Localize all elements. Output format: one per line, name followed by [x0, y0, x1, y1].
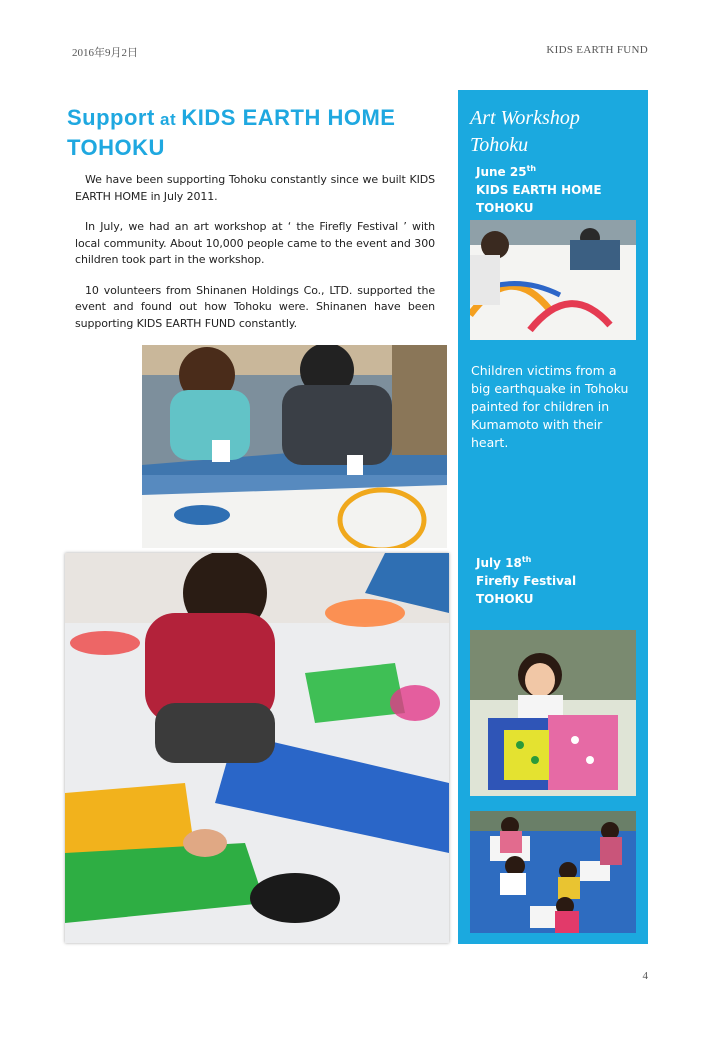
- title-at: at: [154, 110, 182, 129]
- sidebar-art-workshop: [458, 90, 648, 944]
- sidebar-photo-girl: [470, 630, 636, 796]
- event-june-place: KIDS EARTH HOME: [476, 183, 602, 197]
- title-support: Support: [67, 105, 155, 130]
- event-june-region: TOHOKU: [476, 201, 534, 215]
- sidebar-photo-group: [470, 811, 636, 933]
- header-date: 2016年9月2日: [72, 47, 138, 59]
- event-july-date: July 18: [476, 556, 522, 570]
- photo-children-painting: [142, 345, 447, 548]
- sidebar-note: Children victims from a big earthquake in Tohoku painted for children in Kumamoto with their heart.: [471, 363, 629, 450]
- event-july-sup: th: [521, 555, 532, 564]
- sidebar-photo-june: [470, 220, 636, 340]
- sidebar-title-line1: Art Workshop: [470, 107, 580, 129]
- sidebar-title: [470, 105, 580, 159]
- event-july-festival: Firefly Festival: [476, 574, 577, 588]
- page-title: [67, 104, 447, 162]
- paragraph-intro: We have been supporting Tohoku constantly since we built KIDS EARTH HOME in July 2011.: [75, 173, 435, 203]
- event-june-sup: th: [526, 164, 537, 173]
- photo-boy-painting: [65, 553, 449, 943]
- header-org: KIDS EARTH FUND: [546, 44, 648, 56]
- event-june: [476, 163, 602, 217]
- title-home: KIDS EARTH HOME TOHOKU: [67, 105, 396, 160]
- paragraph-workshop: In July, we had an art workshop at ‘ the Firefly Festival ’ with local community. About 10,000 people came to the event and 300 children took part in the workshop.: [75, 220, 435, 266]
- sidebar-title-line2: Tohoku: [470, 134, 529, 156]
- paragraph-volunteers: 10 volunteers from Shinanen Holdings Co., LTD. supported the event and found out how Tohoku were. Shinanen have been supporting KIDS EARTH FUND constantly.: [75, 283, 435, 330]
- event-june-date: June 25: [476, 165, 527, 179]
- event-july-region: TOHOKU: [476, 592, 534, 606]
- event-july: [476, 554, 576, 608]
- article-body: [75, 172, 435, 346]
- page-number: 4: [642, 970, 648, 982]
